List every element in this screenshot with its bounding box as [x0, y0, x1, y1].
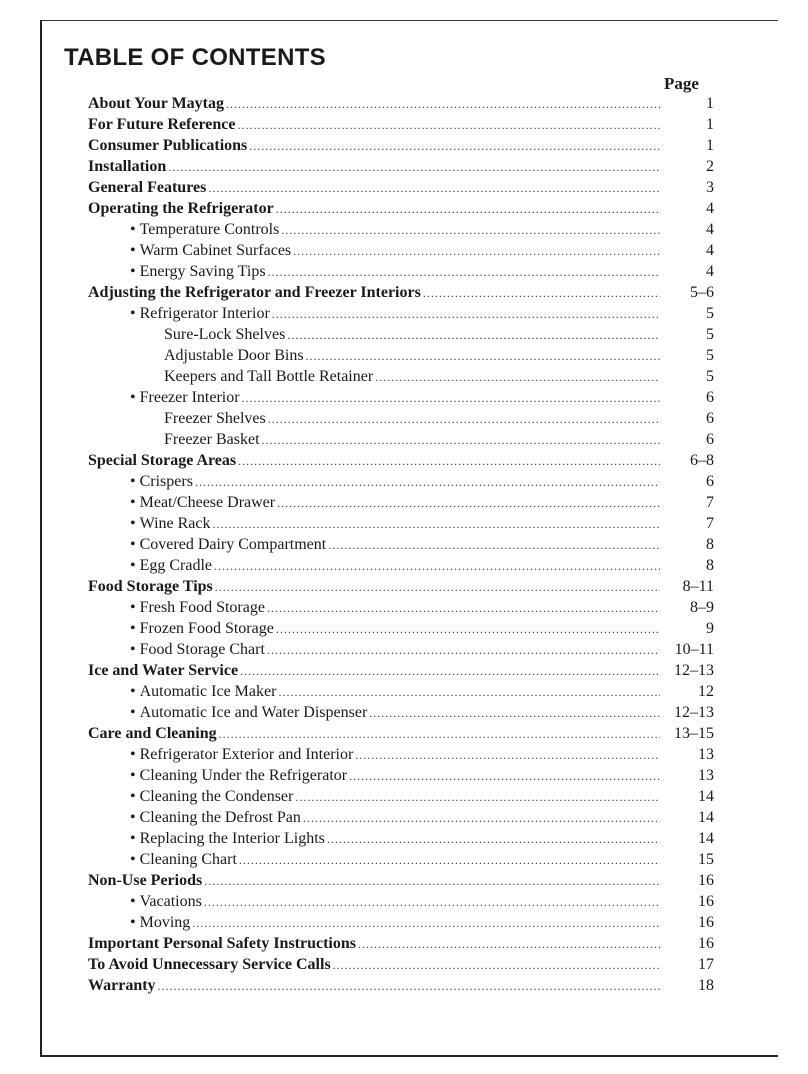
- toc-entry-label: • Frozen Food Storage: [130, 620, 274, 638]
- dot-leader: [358, 937, 660, 952]
- dot-leader: [293, 244, 660, 259]
- dot-leader: [262, 433, 660, 448]
- toc-entry: [88, 515, 714, 536]
- toc-entry-page: 4: [706, 200, 714, 217]
- toc-entry-page: 5: [706, 368, 714, 385]
- toc-entry-label: Ice and Water Service: [88, 662, 239, 679]
- toc-entry-label: Non-Use Periods: [88, 872, 203, 889]
- dot-leader: [219, 727, 660, 742]
- dot-leader: [204, 874, 660, 889]
- toc-entry: [88, 368, 714, 389]
- toc-entry: [88, 557, 714, 578]
- page-column-header: Page: [664, 74, 699, 93]
- dot-leader: [192, 916, 660, 931]
- dot-leader: [423, 286, 660, 301]
- toc-entry-label: • Cleaning the Condenser: [130, 788, 293, 806]
- dot-leader: [272, 307, 660, 322]
- toc-entry-label: For Future Reference: [88, 116, 236, 133]
- toc-entry: [88, 746, 714, 767]
- toc-entry-page: 8–11: [682, 578, 714, 595]
- toc-entry-label: • Crispers: [130, 473, 193, 491]
- toc-entry-page: 18: [698, 977, 714, 994]
- toc-entry: [88, 641, 714, 662]
- dot-leader: [168, 160, 660, 175]
- toc-entry-label: Installation: [88, 158, 167, 175]
- toc-entry: [88, 914, 714, 935]
- toc-entry-label: • Replacing the Interior Lights: [130, 830, 325, 848]
- toc-entry-label: About Your Maytag: [88, 95, 225, 112]
- dot-leader: [204, 895, 660, 910]
- toc-entry-label: To Avoid Unnecessary Service Calls: [88, 956, 331, 973]
- toc-entry: [88, 431, 714, 452]
- toc-entry: [88, 347, 714, 368]
- toc-entry-label: • Meat/Cheese Drawer: [130, 494, 275, 512]
- page-title: TABLE OF CONTENTS: [64, 44, 326, 71]
- toc-entry-label: • Automatic Ice Maker: [130, 683, 276, 701]
- dot-leader: [281, 223, 660, 238]
- dot-leader: [208, 181, 660, 196]
- toc-entry-label: Food Storage Tips: [88, 578, 213, 595]
- dot-leader: [195, 475, 660, 490]
- dot-leader: [238, 454, 660, 469]
- toc-entry: [88, 704, 714, 725]
- toc-entry: [88, 872, 714, 893]
- toc-entry-page: 16: [698, 893, 714, 910]
- toc-entry: [88, 116, 714, 137]
- dot-leader: [239, 853, 660, 868]
- toc-entry-label: Adjustable Door Bins: [164, 347, 304, 364]
- dot-leader: [333, 958, 660, 973]
- dot-leader: [268, 265, 660, 280]
- toc-entry-page: 8: [706, 536, 714, 553]
- toc-entry-page: 7: [706, 494, 714, 511]
- toc-entry-page: 6: [706, 389, 714, 406]
- dot-leader: [226, 97, 660, 112]
- dot-leader: [268, 412, 660, 427]
- toc-entry-label: • Covered Dairy Compartment: [130, 536, 326, 554]
- toc-entry-label: • Egg Cradle: [130, 557, 212, 575]
- toc-entry-page: 14: [698, 809, 714, 826]
- toc-entry-label: • Refrigerator Interior: [130, 305, 270, 323]
- toc-entry-label: • Freezer Interior: [130, 389, 240, 407]
- toc-entry: [88, 725, 714, 746]
- toc-entry-page: 4: [706, 242, 714, 259]
- table-of-contents: [88, 95, 714, 998]
- toc-entry: [88, 893, 714, 914]
- dot-leader: [240, 664, 660, 679]
- toc-entry-page: 14: [698, 788, 714, 805]
- toc-entry: [88, 284, 714, 305]
- dot-leader: [249, 139, 660, 154]
- toc-entry-page: 13: [698, 767, 714, 784]
- toc-entry-label: • Food Storage Chart: [130, 641, 265, 659]
- toc-entry-page: 5: [706, 347, 714, 364]
- dot-leader: [287, 328, 660, 343]
- toc-entry-page: 12–13: [674, 704, 714, 721]
- dot-leader: [158, 979, 660, 994]
- toc-entry-label: Adjusting the Refrigerator and Freezer Interiors: [88, 284, 421, 301]
- dot-leader: [349, 769, 660, 784]
- toc-entry: [88, 263, 714, 284]
- toc-entry-page: 16: [698, 914, 714, 931]
- toc-entry-label: • Energy Saving Tips: [130, 263, 266, 281]
- toc-entry: [88, 494, 714, 515]
- toc-entry: [88, 536, 714, 557]
- toc-entry: [88, 767, 714, 788]
- toc-entry: [88, 620, 714, 641]
- dot-leader: [355, 748, 660, 763]
- toc-entry: [88, 956, 714, 977]
- toc-entry-page: 5: [706, 326, 714, 343]
- toc-entry-page: 2: [706, 158, 714, 175]
- toc-entry: [88, 935, 714, 956]
- toc-entry-label: • Cleaning the Defrost Pan: [130, 809, 301, 827]
- toc-entry: [88, 977, 714, 998]
- toc-entry-label: Important Personal Safety Instructions: [88, 935, 356, 952]
- toc-entry-page: 16: [698, 872, 714, 889]
- toc-entry-label: • Cleaning Chart: [130, 851, 237, 869]
- dot-leader: [276, 622, 660, 637]
- dot-leader: [215, 580, 660, 595]
- toc-entry: [88, 305, 714, 326]
- toc-entry: [88, 200, 714, 221]
- toc-entry: [88, 851, 714, 872]
- toc-entry-label: • Wine Rack: [130, 515, 211, 533]
- toc-entry-page: 1: [706, 137, 714, 154]
- toc-entry: [88, 137, 714, 158]
- toc-entry-page: 17: [698, 956, 714, 973]
- toc-entry-page: 15: [698, 851, 714, 868]
- toc-entry-page: 14: [698, 830, 714, 847]
- dot-leader: [327, 832, 660, 847]
- dot-leader: [277, 496, 660, 511]
- toc-entry: [88, 599, 714, 620]
- toc-entry-label: Freezer Shelves: [164, 410, 266, 427]
- toc-entry: [88, 662, 714, 683]
- toc-entry-page: 3: [706, 179, 714, 196]
- toc-entry-label: Sure-Lock Shelves: [164, 326, 286, 343]
- dot-leader: [375, 370, 660, 385]
- toc-entry-label: Warranty: [88, 977, 156, 994]
- toc-entry: [88, 683, 714, 704]
- toc-entry-label: • Automatic Ice and Water Dispenser: [130, 704, 367, 722]
- toc-entry-page: 10–11: [674, 641, 714, 658]
- toc-entry-page: 4: [706, 221, 714, 238]
- toc-entry: [88, 389, 714, 410]
- toc-entry: [88, 410, 714, 431]
- dot-leader: [328, 538, 660, 553]
- toc-entry-page: 16: [698, 935, 714, 952]
- toc-entry-page: 8: [706, 557, 714, 574]
- toc-entry-page: 8–9: [690, 599, 714, 616]
- toc-entry-label: Special Storage Areas: [88, 452, 237, 469]
- toc-entry: [88, 221, 714, 242]
- dot-leader: [242, 391, 660, 406]
- toc-entry-label: • Warm Cabinet Surfaces: [130, 242, 291, 260]
- toc-entry-page: 13: [698, 746, 714, 763]
- dot-leader: [267, 643, 660, 658]
- toc-entry-page: 7: [706, 515, 714, 532]
- toc-entry-page: 6: [706, 410, 714, 427]
- toc-entry-label: General Features: [88, 179, 207, 196]
- toc-entry-page: 1: [706, 95, 714, 112]
- toc-entry: [88, 452, 714, 473]
- toc-entry-page: 12: [698, 683, 714, 700]
- dot-leader: [303, 811, 660, 826]
- toc-entry-page: 5: [706, 305, 714, 322]
- dot-leader: [267, 601, 660, 616]
- toc-entry-label: Consumer Publications: [88, 137, 248, 154]
- toc-entry-page: 6–8: [690, 452, 714, 469]
- toc-entry-page: 5–6: [690, 284, 714, 301]
- toc-entry-label: • Moving: [130, 914, 190, 932]
- toc-entry-label: Freezer Basket: [164, 431, 260, 448]
- toc-entry: [88, 242, 714, 263]
- toc-entry-label: Keepers and Tall Bottle Retainer: [164, 368, 374, 385]
- toc-entry: [88, 578, 714, 599]
- dot-leader: [278, 685, 660, 700]
- toc-entry: [88, 158, 714, 179]
- toc-entry-page: 13–15: [674, 725, 714, 742]
- toc-entry-page: 6: [706, 431, 714, 448]
- toc-entry-label: • Temperature Controls: [130, 221, 279, 239]
- toc-entry-page: 4: [706, 263, 714, 280]
- toc-entry-page: 9: [706, 620, 714, 637]
- toc-entry: [88, 326, 714, 347]
- toc-entry-label: • Refrigerator Exterior and Interior: [130, 746, 353, 764]
- toc-entry: [88, 809, 714, 830]
- toc-entry-label: • Fresh Food Storage: [130, 599, 265, 617]
- toc-entry: [88, 788, 714, 809]
- toc-entry-label: Care and Cleaning: [88, 725, 217, 742]
- toc-entry-label: • Cleaning Under the Refrigerator: [130, 767, 347, 785]
- dot-leader: [238, 118, 661, 133]
- toc-entry-label: Operating the Refrigerator: [88, 200, 274, 217]
- dot-leader: [276, 202, 660, 217]
- dot-leader: [213, 517, 661, 532]
- toc-entry-page: 6: [706, 473, 714, 490]
- dot-leader: [369, 706, 660, 721]
- dot-leader: [295, 790, 660, 805]
- toc-entry-page: 1: [706, 116, 714, 133]
- dot-leader: [214, 559, 660, 574]
- dot-leader: [306, 349, 660, 364]
- toc-entry: [88, 473, 714, 494]
- toc-entry-page: 12–13: [674, 662, 714, 679]
- toc-entry-label: • Vacations: [130, 893, 202, 911]
- toc-entry: [88, 830, 714, 851]
- toc-entry: [88, 179, 714, 200]
- toc-entry: [88, 95, 714, 116]
